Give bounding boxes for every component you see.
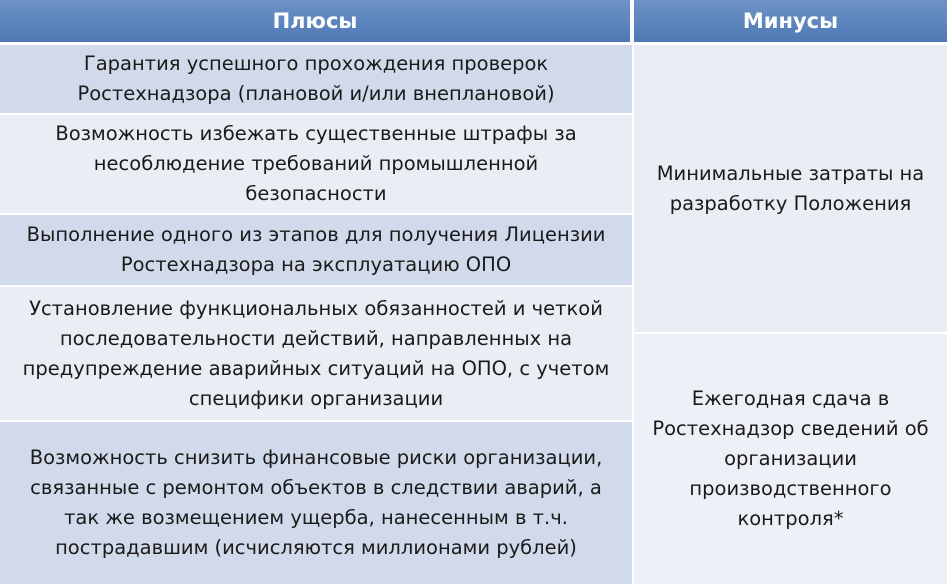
pros-row-1-text: Гарантия успешного прохождения проверок Ростехнадзора (плановой и/или внеплановой) [77, 52, 555, 105]
pros-row-3 [0, 215, 632, 285]
pros-row-5-text: Возможность снизить финансовые риски организации, связанные с ремонтом объектов в следствии аварий, а так же возмещением ущерба, нанесенным в т.ч. пострадавшим (исчисляются миллионами рублей) [29, 446, 603, 559]
pros-row-3-text: Выполнение одного из этапов для получения Лицензии Ростехнадзора на эксплуатацию ОПО [26, 223, 606, 276]
pros-header [0, 0, 632, 42]
cons-header-label: Минусы [742, 9, 839, 33]
pros-row-2-text: Возможность избежать существенные штрафы за несоблюдение требований промышленной безопасности [55, 122, 577, 205]
cons-row-2-text: Ежегодная сдача в Ростехнадзор сведений об организации производственного контроля* [652, 387, 929, 530]
pros-row-2 [0, 115, 632, 213]
cons-row-2 [634, 334, 947, 584]
pros-row-1 [0, 45, 632, 113]
pros-row-4-text: Установление функциональных обязанностей и четкой последовательности действий, направленных на предупреждение аварийных ситуаций на ОПО, с учетом специфики организации [22, 296, 610, 410]
pros-row-5 [0, 422, 632, 584]
cons-row-1-text: Минимальные затраты на разработку Положения [656, 161, 925, 215]
pros-row-4 [0, 287, 632, 420]
cons-row-1 [634, 45, 947, 332]
column-divider [632, 42, 634, 584]
cons-header [634, 0, 947, 42]
pros-header-label: Плюсы [272, 9, 358, 33]
